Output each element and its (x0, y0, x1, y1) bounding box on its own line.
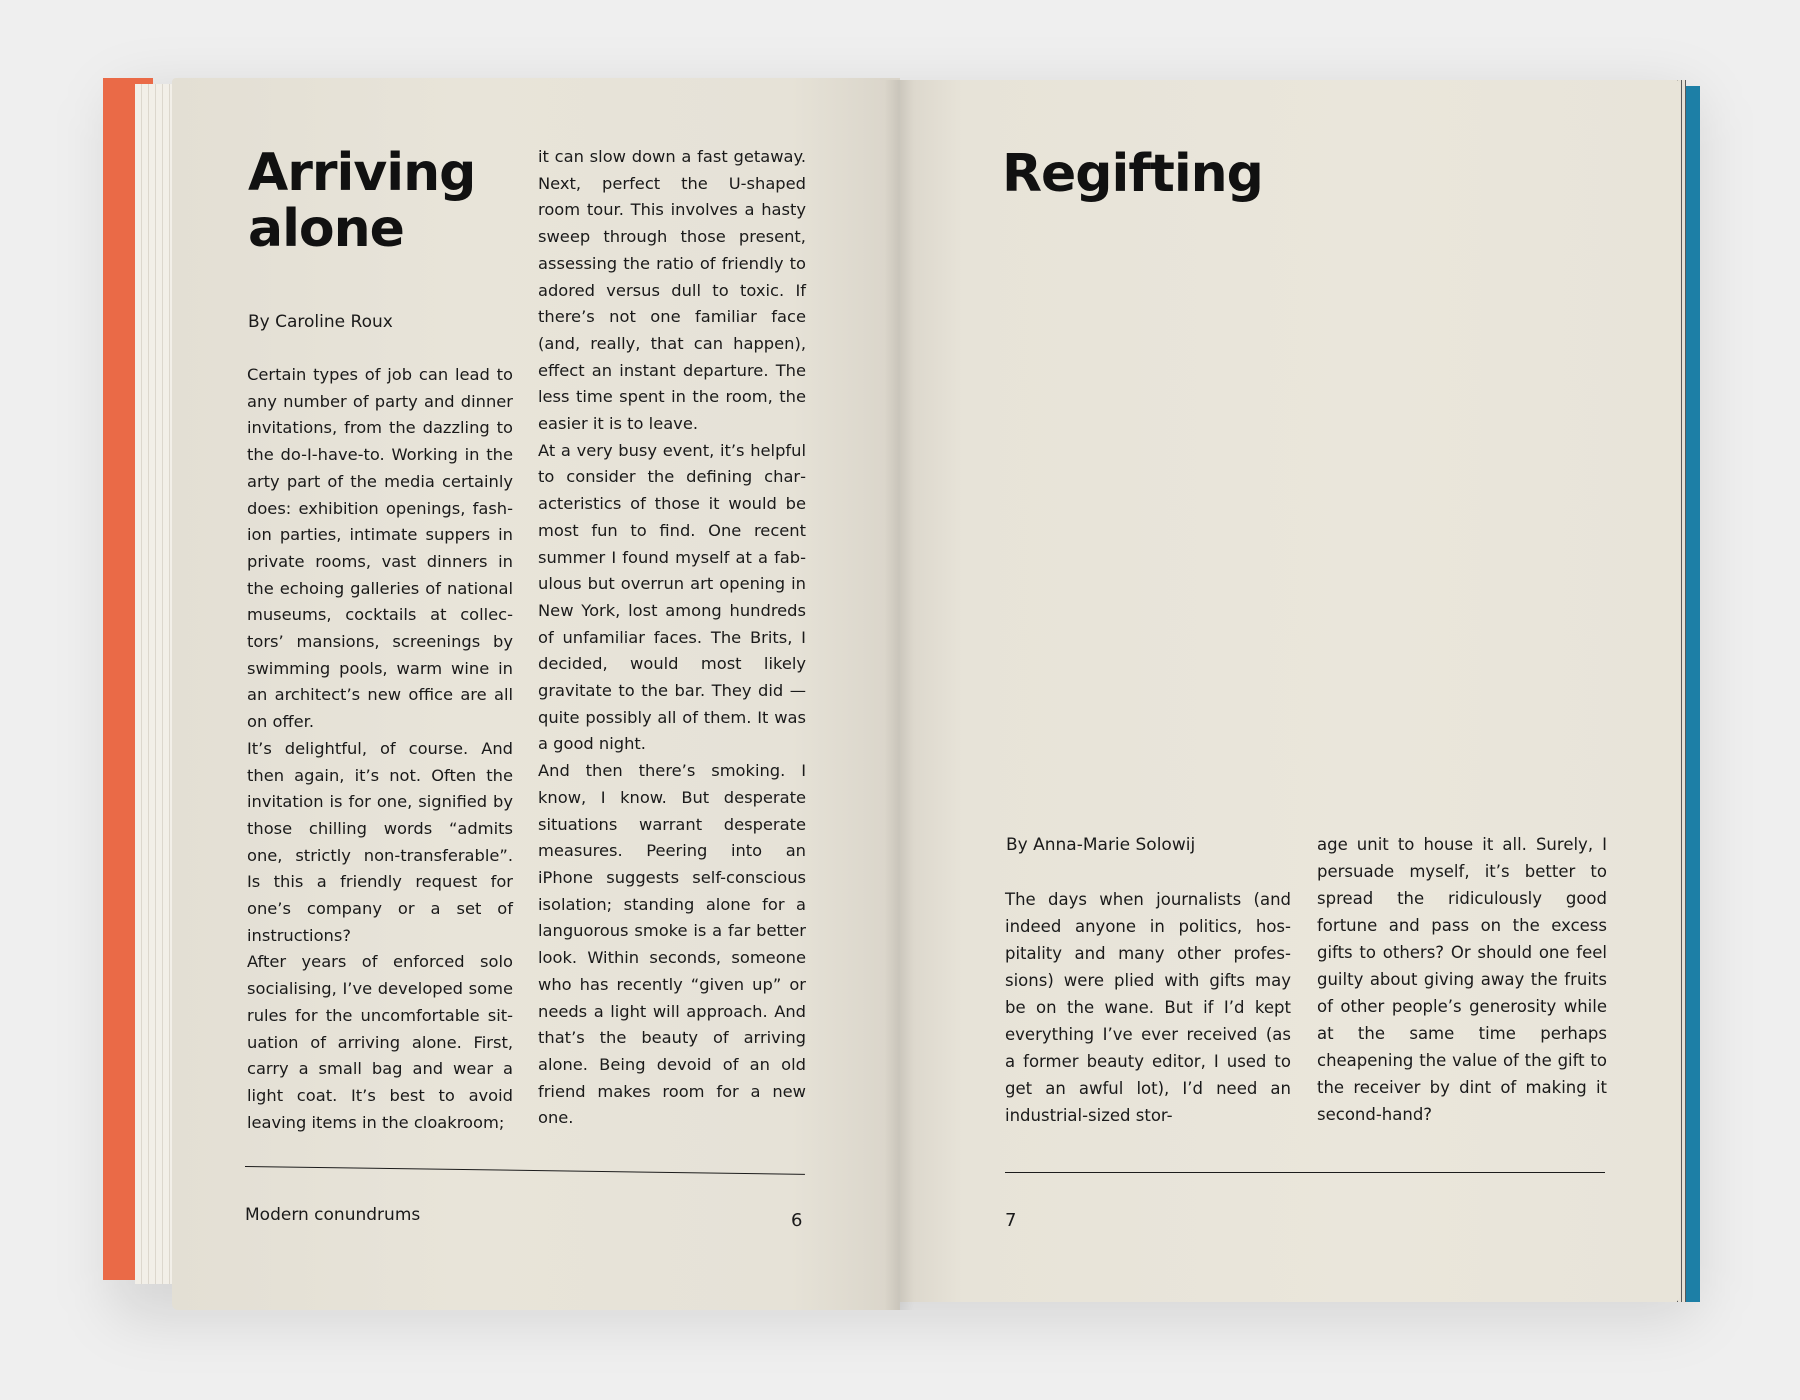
left-page-running-footer: Modern conundrums (245, 1205, 421, 1225)
paragraph: After years of enforced solo socialising, I’ve developed some rules for the uncomfortable situation of arriving alone. First, carry a small bag and wear a light coat. It’s best to avoid leaving items in the cloakroom; (247, 952, 513, 1132)
paragraph: And then there’s smoking. I know, I know. But desperate situations warrant desperate measures. Peering into an iPhone suggests self-conscious isolation; standing alone for a languorous smoke is a far better look. Within seconds, someone who has recently “given up” or needs a light will approach. And that’s the beauty of arriving alone. Being devoid of an old friend makes room for a new one. (538, 761, 806, 1128)
left-page-number: 6 (791, 1210, 803, 1231)
left-page-column-1 (247, 362, 513, 1136)
paragraph: It’s delightful, of course. And then again, it’s not. Often the invitation is for one, signified by those chilling words “admits one, strictly non-transferable”. Is this a friendly request for one’s company or a set of instructions? (247, 738, 513, 945)
paragraph: age unit to house it all. Surely, I persuade myself, it’s better to spread the ridiculously good fortune and pass on the excess gifts to others? Or should one feel guilty about giving away the fruits of other people’s generosity while at the same time perhaps cheapening the value of the gift to the receiver by dint of making it second-hand? (1317, 835, 1607, 1124)
paragraph: The days when journalists (and indeed anyone in politics, hospitality and many other professions) were plied with gifts may be on the wane. But if I’d kept everything I’ve ever received (as a former beauty editor, I used to get an awful lot), I’d need an industrial-sized stor- (1005, 890, 1291, 1125)
paragraph: At a very busy event, it’s helpful to consider the defining characteristics of those it would be most fun to find. One recent summer I found myself at a fabulous but overrun art opening in New York, lost among hundreds of unfamiliar faces. The Brits, I decided, would most likely gravitate to the bar. They did — quite possibly all of them. It was a good night. (538, 440, 806, 754)
left-page-byline: By Caroline Roux (248, 312, 393, 332)
paragraph: it can slow down a fast getaway. Next, perfect the U-shaped room tour. This involves a hasty sweep through those present, assessing the ratio of friendly to adored versus dull to toxic. If there’s not one familiar face (and, really, that can happen), effect an instant departure. The less time spent in the room, the easier it is to leave. (538, 147, 806, 434)
left-title-line-2: alone (248, 199, 404, 259)
right-page-column-1 (1005, 886, 1291, 1129)
right-page-column-2 (1317, 831, 1607, 1128)
paragraph: Certain types of job can lead to any number of party and dinner invitations, from the dazzling to the do-I-have-to. Working in the arty part of the media certainly does: exhibition openings, fashion parties, intimate suppers in private rooms, vast dinners in the echoing galleries of national museums, cocktails at collectors’ mansions, screenings by swimming pools, warm wine in an architect’s new office are all on offer. (247, 365, 513, 732)
right-page-byline: By Anna-Marie Solowij (1006, 835, 1196, 855)
left-page-column-2 (538, 144, 806, 1132)
left-page-title (248, 145, 475, 257)
right-page-number: 7 (1005, 1210, 1017, 1231)
book-gutter (884, 80, 914, 1310)
left-title-line-1: Arriving (248, 143, 476, 203)
right-page-footer-rule (1005, 1172, 1605, 1173)
right-page-title: Regifting (1002, 144, 1263, 204)
